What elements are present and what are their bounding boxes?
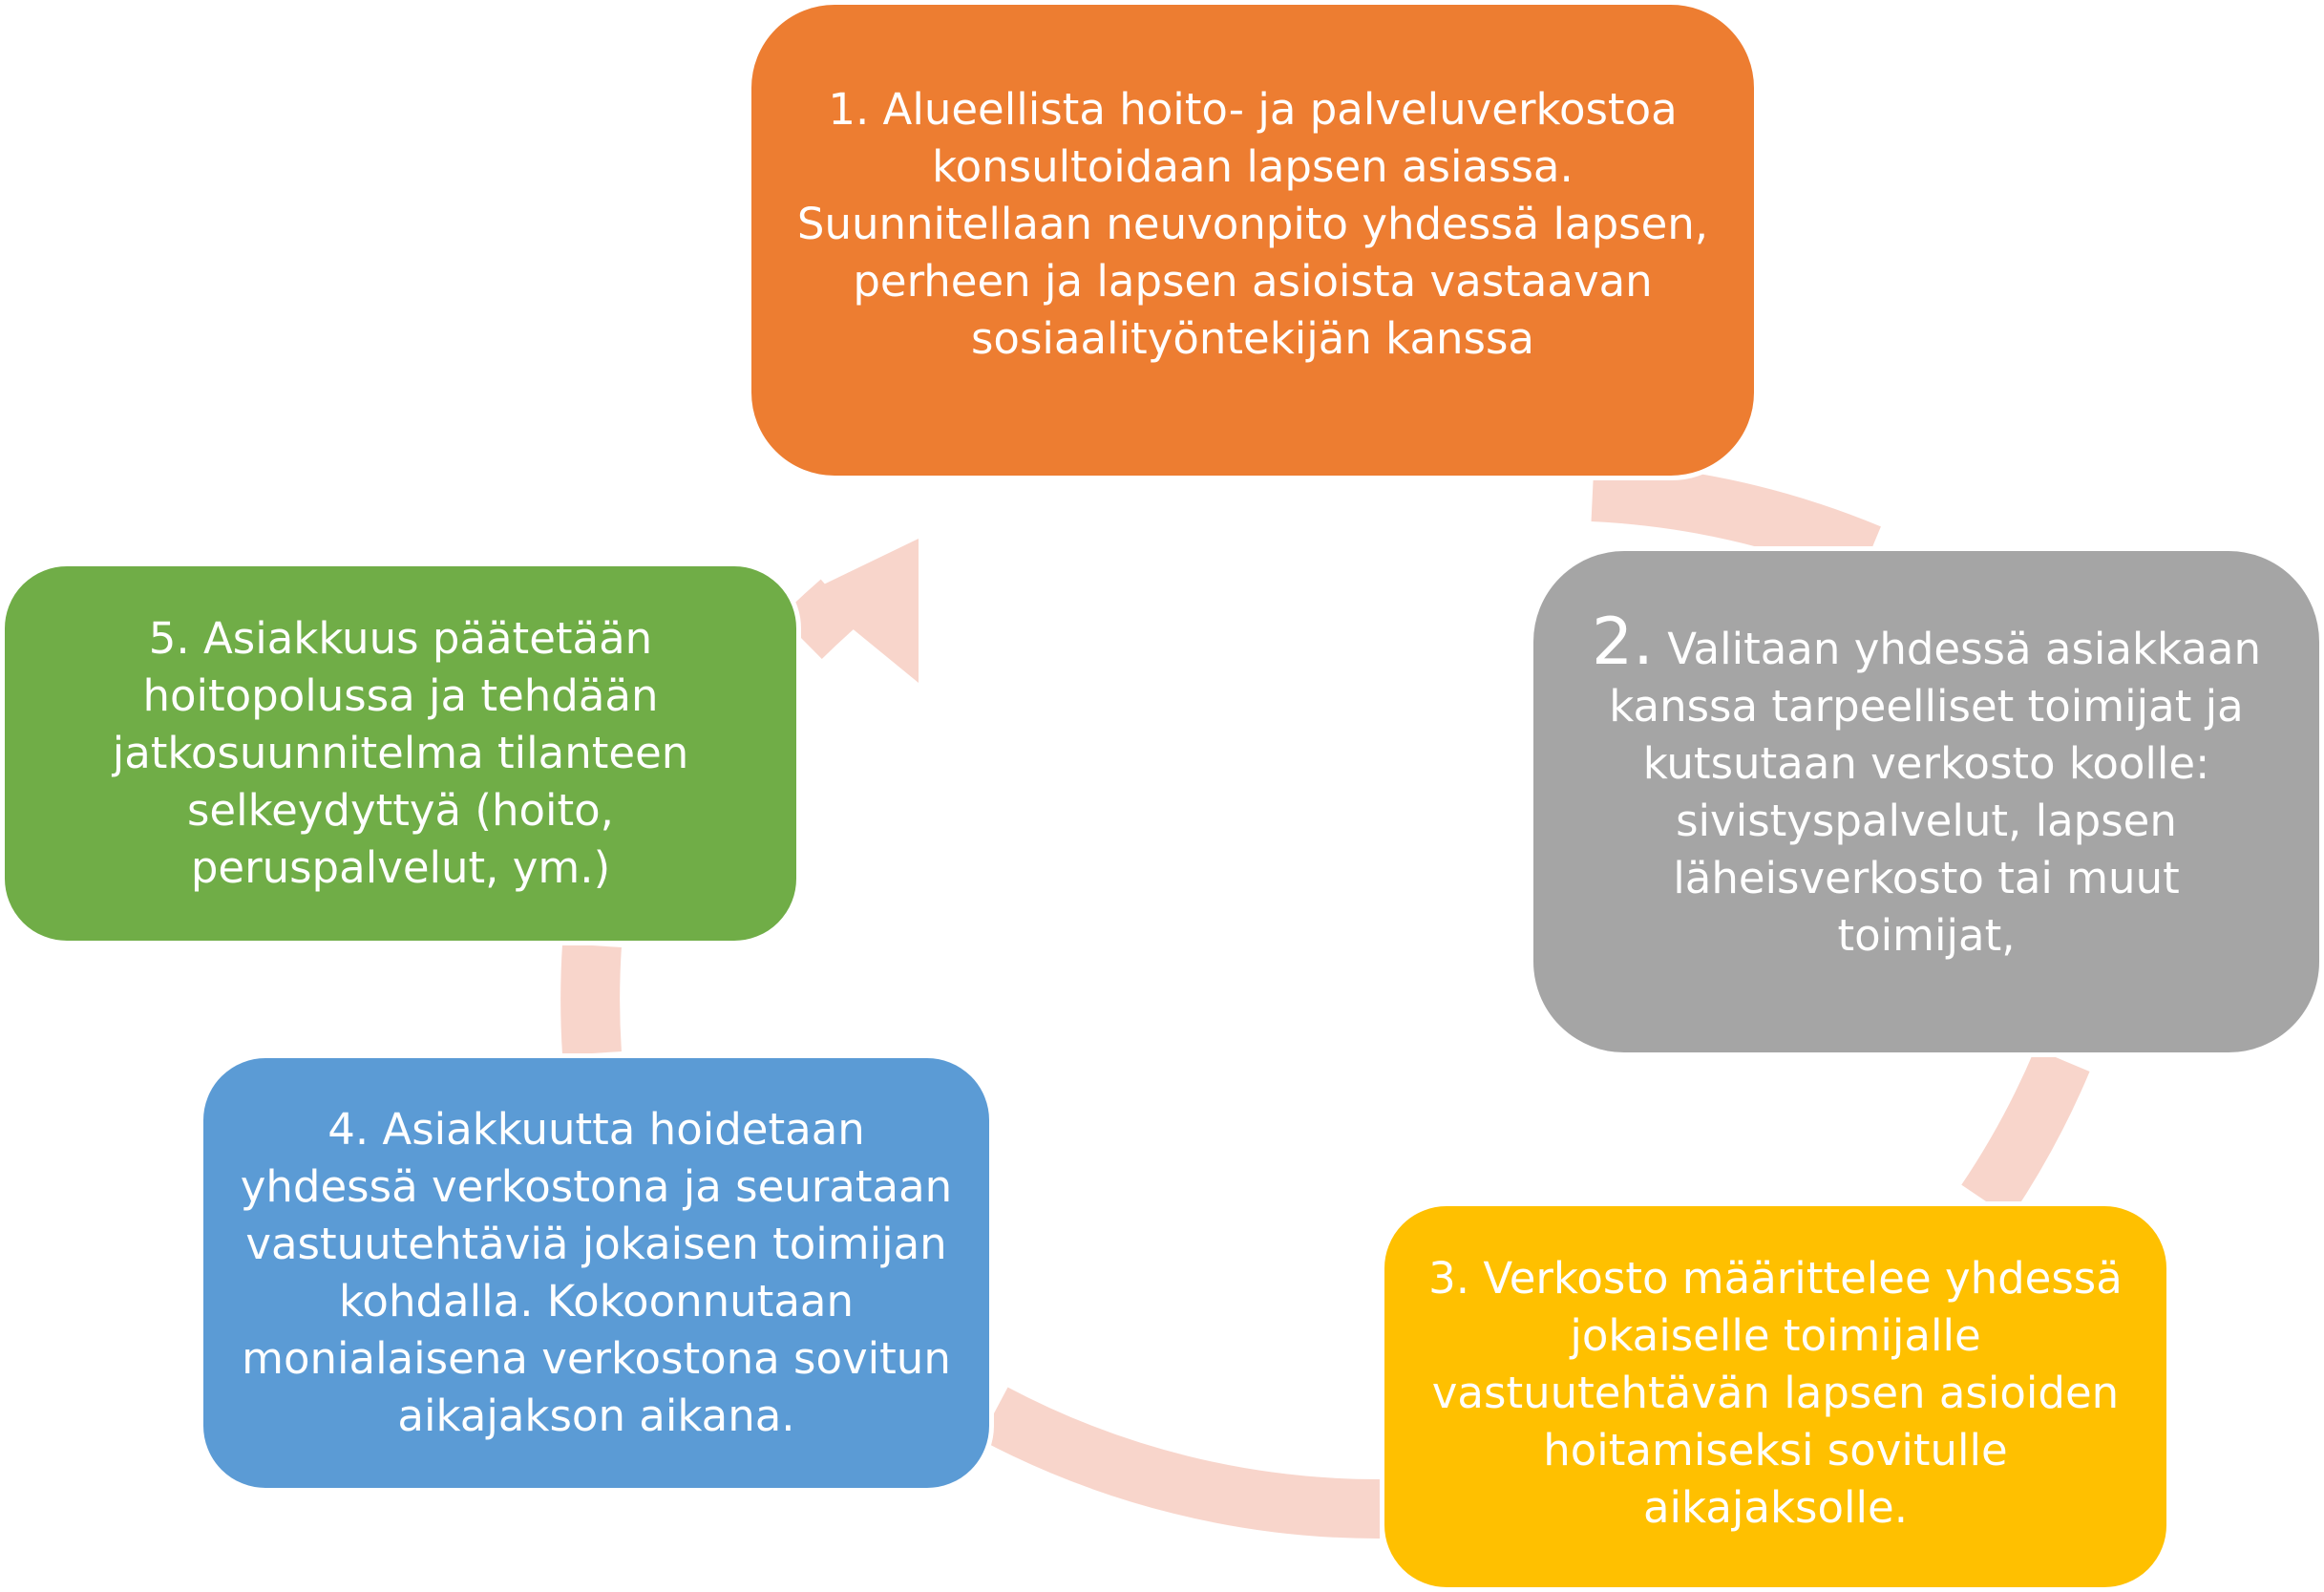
arc-1-to-2 [1593, 492, 1870, 554]
step-4-box [199, 1053, 994, 1493]
arc-4-to-5 [590, 945, 592, 1053]
step-5-box [0, 562, 801, 945]
step-2-box [1529, 546, 2324, 1057]
step-4-text: 4. Asiakkuutta hoidetaan yhdessä verkostona ja seurataan vastuutehtäviä jokaisen toimijan kohdalla. Kokoonnutaan monialaisena verkostona sovitun aikajakson aikana. [240, 1104, 953, 1441]
step-2-number: 2. [1592, 605, 1654, 680]
arc-3-to-4 [994, 1413, 1380, 1509]
step-3-box [1380, 1201, 2171, 1592]
step-1-box [747, 0, 1759, 480]
step-2-text-wrap [1592, 605, 2261, 965]
step-2-text: Valitaan yhdessä asiakkaan kanssa tarpeelliset toimijat ja kutsutaan verkosto koolle: sivistyspalvelut, lapsen läheisverkosto tai muut toimijat, [1609, 624, 2261, 961]
step-3-text: 3. Verkosto määrittelee yhdessä jokaiselle toimijalle vastuutehtävän lapsen asioiden hoitamiseksi sovitulle aikajaksolle. [1428, 1253, 2123, 1533]
step-5-text: 5. Asiakkuus päätetään hoitopolussa ja tehdään jatkosuunnitelma tilanteen selkeydyttyä (hoito, peruspalvelut, ym.) [112, 613, 689, 893]
arc-2-to-3 [1986, 1060, 2062, 1201]
step-1-text: 1. Alueellista hoito- ja palveluverkostoa konsultoidaan lapsen asiassa. Suunnitellaan neuvonpito yhdessä lapsen, perheen ja lapsen asioista vastaavan sosiaalityöntekijän kanssa [796, 84, 1709, 364]
